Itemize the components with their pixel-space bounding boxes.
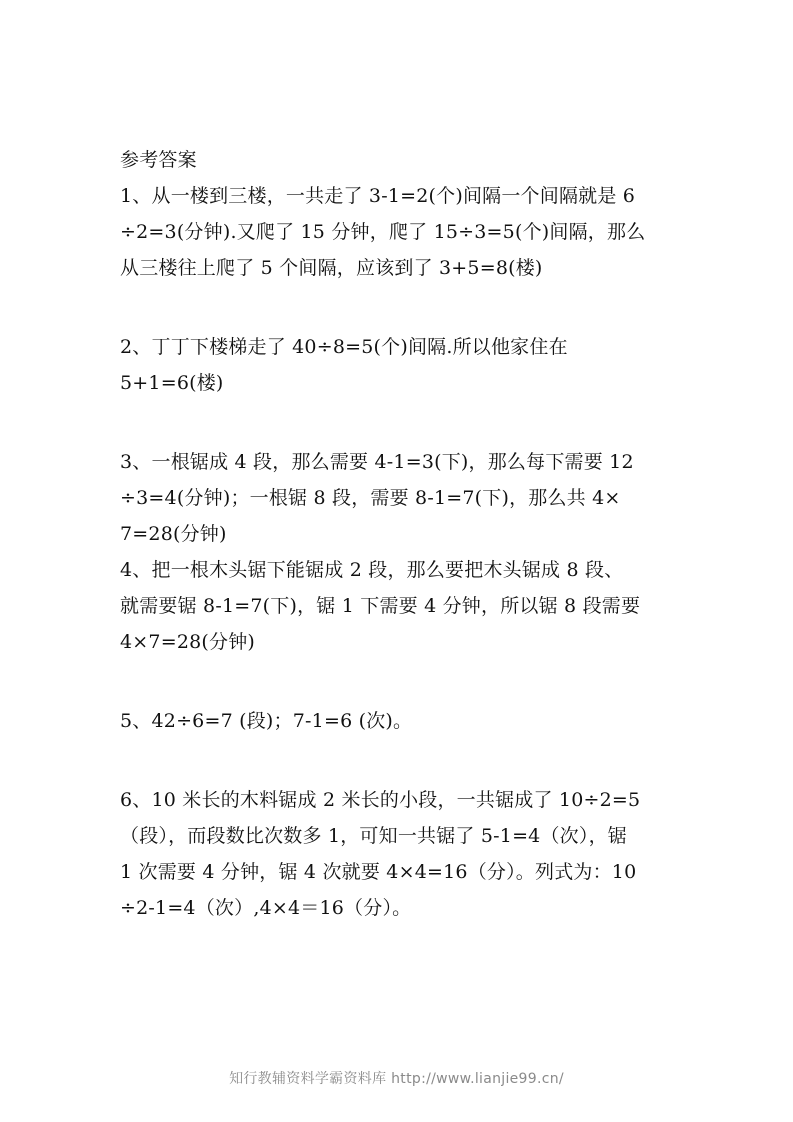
answer-3-line-1: 3、一根锯成 4 段，那么需要 4-1=3(下)，那么每下需要 12 (120, 451, 634, 473)
paragraph-gap (120, 739, 678, 782)
answer-4-line-3: 4×7=28(分钟) (120, 631, 256, 653)
paragraph-gap (120, 660, 678, 703)
answer-6-line-3: 1 次需要 4 分钟，锯 4 次就要 4×4=16（分）。列式为：10 (120, 861, 637, 883)
answer-5 (120, 703, 678, 739)
answer-2-line-1: 2、丁丁下楼梯走了 40÷8=5(个)间隔.所以他家住在 (120, 336, 568, 358)
paragraph-gap (120, 286, 678, 329)
answer-2-line-2: 5+1=6(楼) (120, 372, 224, 394)
answer-4-line-1: 4、把一根木头锯下能锯成 2 段，那么要把木头锯成 8 段、 (120, 559, 624, 581)
answer-1-line-3: 从三楼往上爬了 5 个间隔，应该到了 3+5=8(楼) (120, 257, 543, 279)
answer-6-line-2: （段），而段数比次数多 1，可知一共锯了 5-1=4（次），锯 (120, 825, 627, 847)
answers-heading: 参考答案 (120, 149, 197, 171)
answer-6 (120, 782, 678, 926)
answer-3-line-3: 7=28(分钟) (120, 523, 227, 545)
answer-3 (120, 444, 678, 552)
answer-5-line-1: 5、42÷6=7 (段)；7-1=6 (次)。 (120, 710, 413, 732)
answer-1-line-2: ÷2=3(分钟).又爬了 15 分钟，爬了 15÷3=5(个)间隔，那么 (120, 221, 646, 243)
answer-content (120, 142, 678, 926)
answer-1-line-1: 1、从一楼到三楼，一共走了 3-1=2(个)间隔一个间隔就是 6 (120, 185, 636, 207)
answer-3-line-2: ÷3=4(分钟)；一根锯 8 段，需要 8-1=7(下)，那么共 4× (120, 487, 621, 509)
paragraph-gap (120, 401, 678, 444)
answer-6-line-1: 6、10 米长的木料锯成 2 米长的小段，一共锯成了 10÷2=5 (120, 789, 641, 811)
answer-2 (120, 329, 678, 401)
answer-1 (120, 178, 678, 286)
answer-4 (120, 552, 678, 660)
footer-watermark: 知行教辅资料学霸资料库 http://www.lianjie99.cn/ (229, 1071, 564, 1087)
answer-6-line-4: ÷2-1=4（次）,4×4＝16（分）。 (120, 897, 412, 919)
answer-4-line-2: 就需要锯 8-1=7(下)，锯 1 下需要 4 分钟，所以锯 8 段需要 (120, 595, 641, 617)
